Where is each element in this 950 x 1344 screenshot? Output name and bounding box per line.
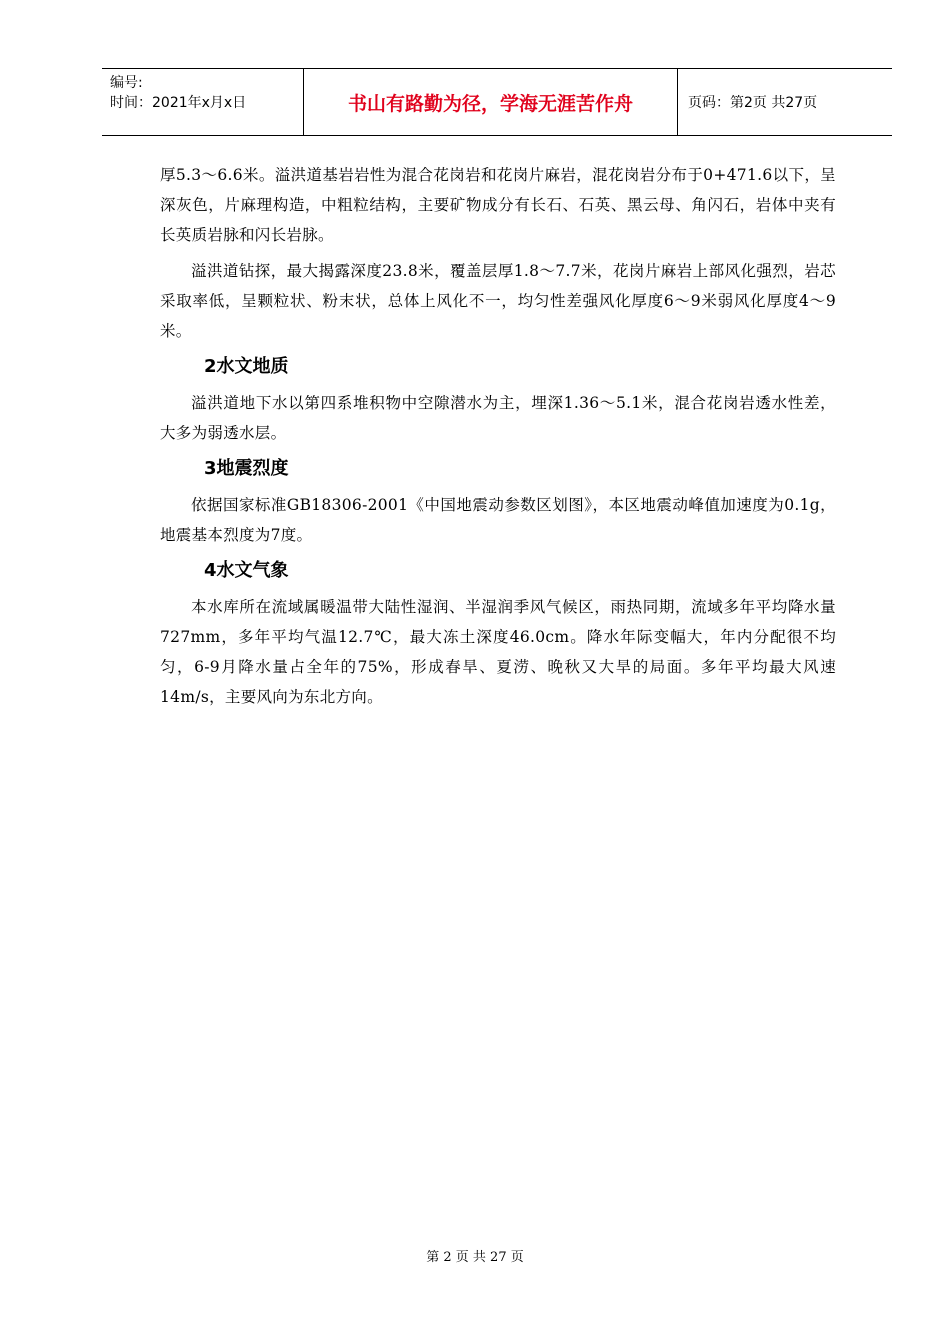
header-motto: 书山有路勤为径，学海无涯苦作舟 [304, 69, 678, 135]
header-meta [102, 69, 304, 135]
document-body [160, 160, 836, 718]
paragraph-drilling: 溢洪道钻探，最大揭露深度23.8米，覆盖层厚1.8～7.7米，花岗片麻岩上部风化强烈，岩芯采取率低，呈颗粒状、粉末状，总体上风化不一，均匀性差强风化厚度6～9米弱风化厚度4～9米。 [160, 262, 836, 340]
page-header [102, 68, 892, 136]
heading-hydrogeology: 2水文地质 [204, 356, 289, 377]
number-label: 编号: [110, 75, 143, 91]
paragraph-climate: 本水库所在流域属暖温带大陆性湿润、半湿润季风气候区，雨热同期，流域多年平均降水量727mm，多年平均气温12.7℃，最大冻土深度46.0cm。降水年际变幅大，年内分配很不均匀，6-9月降水量占全年的75%，形成春旱、夏涝、晚秋又大旱的局面。多年平均最大风速14m/s，主要风向为东北方向。 [160, 598, 836, 706]
paragraph-rock-properties: 厚5.3～6.6米。溢洪道基岩岩性为混合花岗岩和花岗片麻岩，混花岗岩分布于0+471.6以下，呈深灰色，片麻理构造，中粗粒结构，主要矿物成分有长石、石英、黑云母、角闪石，岩体中夹有长英质岩脉和闪长岩脉。 [160, 166, 836, 244]
time-label: 时间：2021年x月x日 [110, 95, 247, 111]
header-page-label: 页码：第2页 共27页 [688, 95, 818, 111]
heading-hydrometeorology: 4水文气象 [204, 560, 289, 581]
page-footer: 第 2 页 共 27 页 [426, 1250, 524, 1265]
paragraph-seismic: 依据国家标准GB18306-2001《中国地震动参数区划图》，本区地震动峰值加速度为0.1g，地震基本烈度为7度。 [160, 496, 836, 544]
heading-seismic-intensity: 3地震烈度 [204, 458, 289, 479]
paragraph-groundwater: 溢洪道地下水以第四系堆积物中空隙潜水为主，埋深1.36～5.1米，混合花岗岩透水性差，大多为弱透水层。 [160, 394, 836, 442]
